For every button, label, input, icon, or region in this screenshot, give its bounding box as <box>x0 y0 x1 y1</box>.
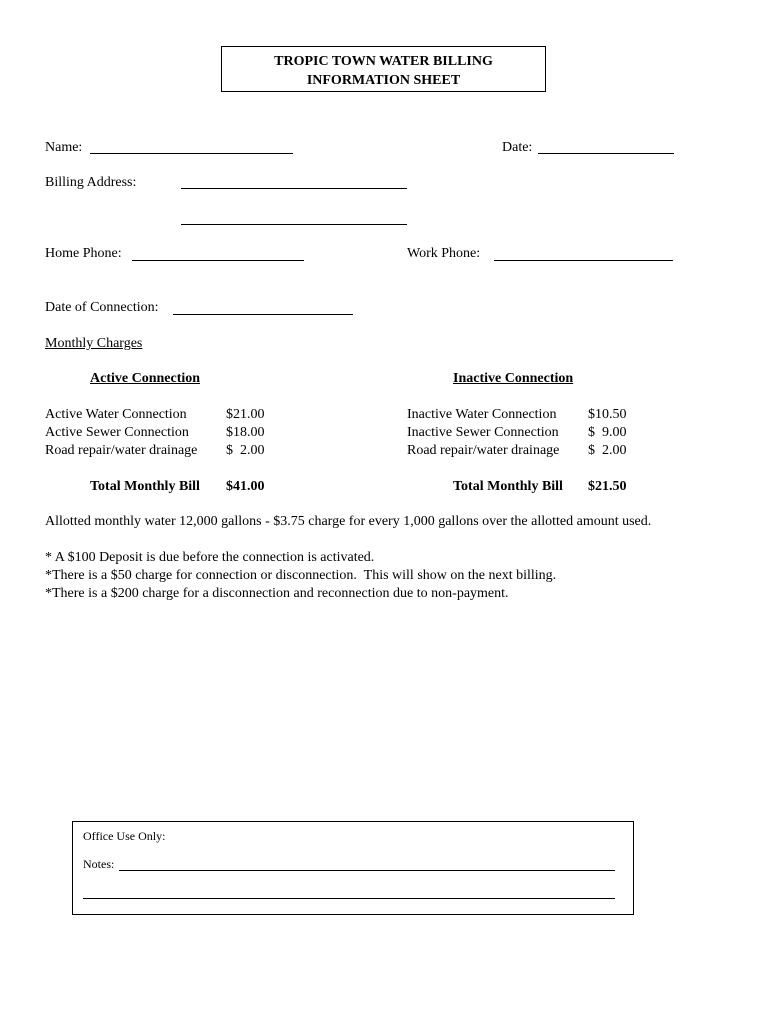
inactive-item-label: Inactive Water Connection <box>407 407 557 422</box>
billing-address-field-1[interactable] <box>181 188 407 189</box>
inactive-item-label: Inactive Sewer Connection <box>407 425 559 440</box>
name-field[interactable] <box>90 153 293 154</box>
date-field[interactable] <box>538 153 674 154</box>
active-total-amount: $41.00 <box>226 479 265 494</box>
active-item-amount: $18.00 <box>226 425 265 440</box>
work-phone-label: Work Phone: <box>407 246 481 261</box>
active-item-amount: $21.00 <box>226 407 265 422</box>
billing-address-field-2[interactable] <box>181 224 407 225</box>
deposit-note: * A $100 Deposit is due before the connection is activated. <box>45 550 375 565</box>
active-total-label: Total Monthly Bill <box>90 479 200 494</box>
name-label: Name: <box>45 140 83 155</box>
monthly-charges-heading: Monthly Charges <box>45 336 143 351</box>
allotment-note: Allotted monthly water 12,000 gallons - $3.75 charge for every 1,000 gallons over the allotted amount used. <box>45 514 652 529</box>
inactive-total-label: Total Monthly Bill <box>453 479 563 494</box>
title-line-2: INFORMATION SHEET <box>306 73 461 88</box>
office-use-box <box>72 821 634 915</box>
title-box <box>221 46 546 92</box>
active-item-label: Road repair/water drainage <box>45 443 198 458</box>
active-connection-heading: Active Connection <box>90 371 201 386</box>
office-notes-label: Notes: <box>83 857 115 871</box>
office-use-heading: Office Use Only: <box>83 829 166 843</box>
office-notes-line-1[interactable] <box>119 870 615 871</box>
office-notes-line-2[interactable] <box>83 898 615 899</box>
active-item-label: Active Water Connection <box>45 407 187 422</box>
connection-charge-note: *There is a $50 charge for connection or disconnection. This will show on the next billing. <box>45 568 557 583</box>
date-of-connection-label: Date of Connection: <box>45 300 159 315</box>
date-of-connection-field[interactable] <box>173 314 353 315</box>
home-phone-label: Home Phone: <box>45 246 122 261</box>
title-line-1: TROPIC TOWN WATER BILLING <box>274 54 493 69</box>
active-item-label: Active Sewer Connection <box>45 425 189 440</box>
date-label: Date: <box>502 140 533 155</box>
active-item-amount: $ 2.00 <box>226 443 265 458</box>
billing-address-label: Billing Address: <box>45 175 137 190</box>
work-phone-field[interactable] <box>494 260 673 261</box>
inactive-item-amount: $ 2.00 <box>588 443 627 458</box>
inactive-total-amount: $21.50 <box>588 479 627 494</box>
inactive-item-label: Road repair/water drainage <box>407 443 560 458</box>
home-phone-field[interactable] <box>132 260 304 261</box>
reconnection-charge-note: *There is a $200 charge for a disconnection and reconnection due to non-payment. <box>45 586 509 601</box>
inactive-item-amount: $ 9.00 <box>588 425 627 440</box>
inactive-item-amount: $10.50 <box>588 407 627 422</box>
inactive-connection-heading: Inactive Connection <box>453 371 574 386</box>
